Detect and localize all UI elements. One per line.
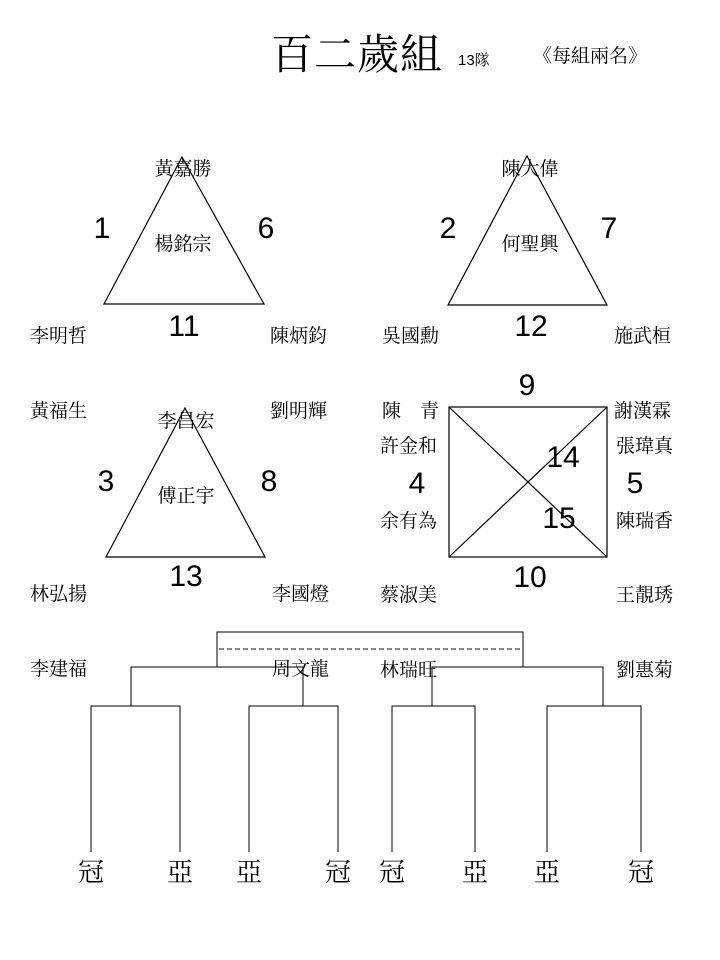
match-number: 5 (626, 467, 644, 500)
team-pair: 許金和 余有為 (380, 436, 438, 532)
match-number: 12 (514, 310, 548, 343)
bracket-slot-label: 冠 (627, 858, 654, 887)
match-number: 15 (542, 502, 576, 535)
match-number: 10 (513, 561, 547, 594)
team-pair: 陳炳鈞 劉明輝 (270, 326, 328, 422)
match-number: 2 (439, 212, 457, 245)
team-pair: 陳大偉 何聖興 (501, 159, 559, 255)
team-pair: 蔡淑美 林瑞旺 (380, 585, 438, 681)
bracket-slot-label: 冠 (378, 858, 405, 887)
match-number: 6 (257, 212, 275, 245)
bracket-slot-label: 冠 (324, 858, 351, 887)
bracket-slot-label: 冠 (77, 858, 104, 887)
bracket-slot-label: 亞 (235, 858, 262, 887)
match-number: 14 (546, 441, 580, 474)
match-number: 1 (93, 212, 111, 245)
match-number: 8 (260, 465, 278, 498)
finals-bracket (91, 632, 641, 852)
team-pair: 李昌宏 傅正宇 (157, 411, 215, 507)
match-number: 3 (97, 465, 115, 498)
team-pair: 李明哲 黃福生 (30, 326, 88, 422)
team-pair: 李國燈 周文龍 (272, 584, 330, 680)
team-pair: 王靚琇 劉惠菊 (616, 585, 674, 681)
team-pair: 吳國勳 陳 青 (382, 326, 440, 422)
team-pair: 林弘揚 李建福 (30, 584, 88, 680)
bracket-slot-label: 亞 (461, 858, 488, 887)
bracket-slot-label: 亞 (166, 858, 193, 887)
match-number: 9 (518, 369, 536, 402)
team-pair: 黃嘉勝 楊銘宗 (154, 159, 212, 255)
page-title: 百二歲組 (271, 33, 444, 79)
match-number: 13 (169, 560, 203, 593)
team-pair: 施武桓 謝漢霖 (614, 326, 672, 422)
group-4-square (449, 407, 607, 557)
team-count: 13隊 (458, 52, 490, 69)
bracket-slot-label: 亞 (533, 858, 560, 887)
match-number: 11 (168, 310, 200, 343)
advancement-note: 《每組兩名》 (533, 46, 648, 67)
team-pair: 張瑋真 陳瑞香 (616, 436, 674, 532)
match-number: 7 (600, 212, 618, 245)
match-number: 4 (408, 467, 426, 500)
